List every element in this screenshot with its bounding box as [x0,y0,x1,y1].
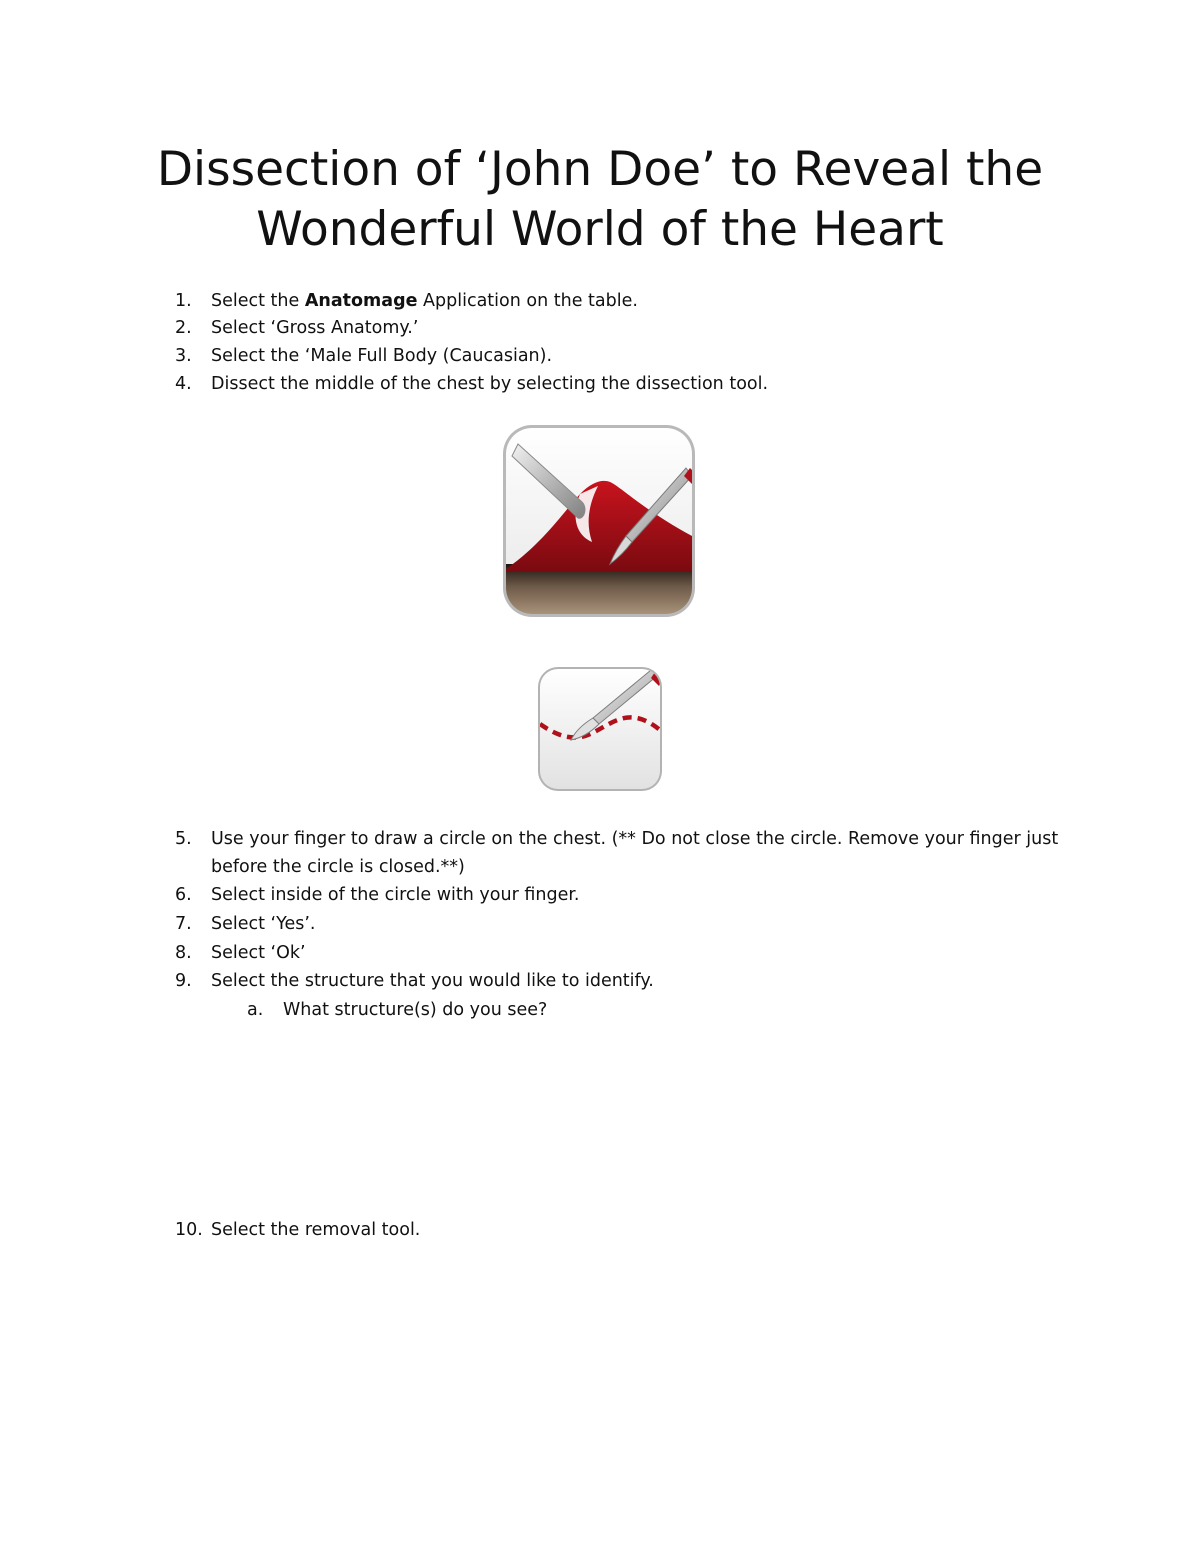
step-text: Select ‘Ok’ [211,943,306,963]
step-number: 6. [175,885,192,905]
substep-letter: a. [247,1000,264,1020]
step-text: Select ‘Gross Anatomy.’ [211,318,419,338]
substep-text: What structure(s) do you see? [283,1000,548,1020]
step-number: 2. [175,318,192,338]
title-line-1: Dissection of ‘John Doe’ to Reveal the [156,142,1044,197]
step-text: Use your finger to draw a circle on the chest. (** Do not close the circle. Remove your finger just before the circle is closed.**) [211,829,1059,877]
scalpel-cut-icon [537,666,663,792]
step-number: 9. [175,971,192,991]
step-text: Select the ‘Male Full Body (Caucasian). [211,346,553,366]
step-text: Select the structure that you would like to identify. [211,971,654,991]
page-title [0,140,1200,260]
step-text-post: Application on the table. [417,291,638,311]
step-number: 5. [175,829,192,849]
step-number: 3. [175,346,192,366]
step-text: Select the removal tool. [211,1220,421,1240]
step-text: Select inside of the circle with your finger. [211,885,580,905]
step-number: 4. [175,374,192,394]
step-number: 7. [175,914,192,934]
step-text: Dissect the middle of the chest by selecting the dissection tool. [211,374,769,394]
step-number: 1. [175,291,192,311]
step-text-pre: Select the [211,291,305,311]
step-text [211,287,638,315]
step-number: 10. [175,1220,203,1240]
title-line-2: Wonderful World of the Heart [256,202,944,257]
dissection-app-icon [502,424,696,618]
step-text: Select ‘Yes’. [211,914,316,934]
step-number: 8. [175,943,192,963]
app-name: Anatomage [304,291,418,311]
